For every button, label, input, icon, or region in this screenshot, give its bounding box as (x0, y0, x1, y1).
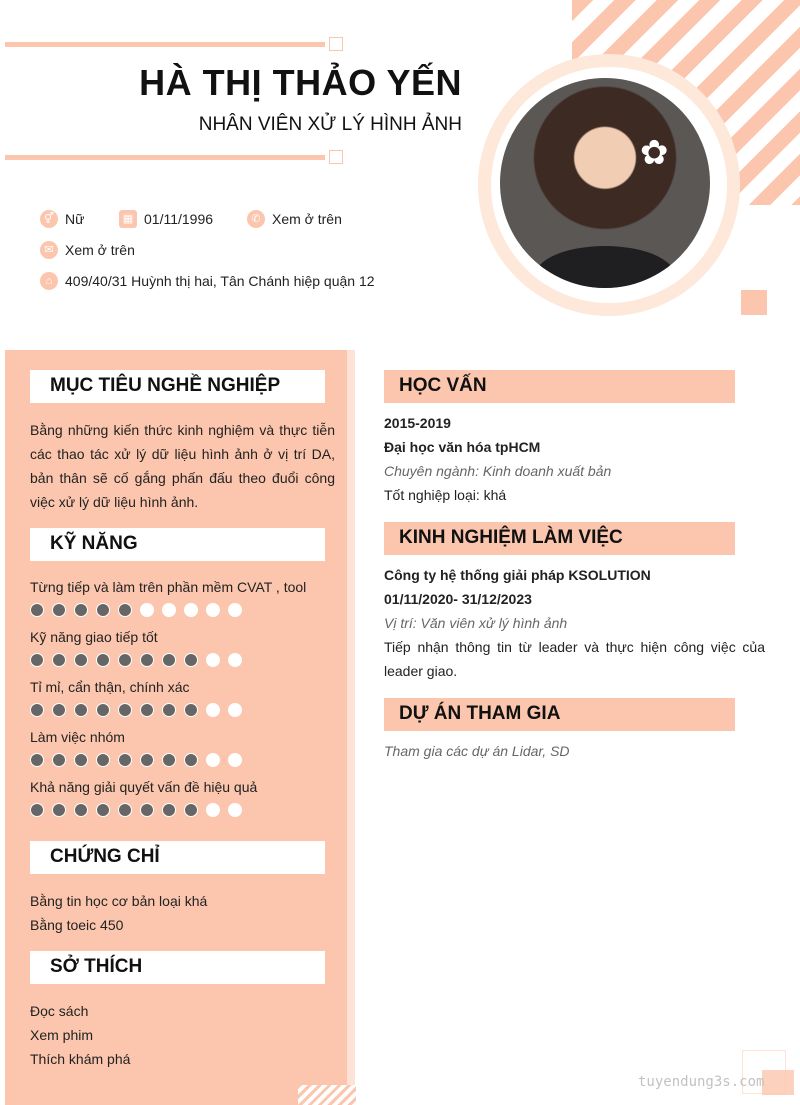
gender-value: Nữ (65, 211, 85, 227)
skills-heading (30, 528, 325, 561)
rating-dot-filled (184, 703, 198, 717)
rating-dot-filled (162, 703, 176, 717)
experience-heading (384, 522, 735, 555)
rating-dot-empty (140, 603, 154, 617)
contact-email (40, 241, 135, 259)
watermark-square (762, 1070, 794, 1095)
watermark: tuyendung3s.com (638, 1074, 765, 1090)
rating-dot-empty (228, 653, 242, 667)
calendar-icon: ▦ (119, 210, 137, 228)
projects-title: DỰ ÁN THAM GIA (399, 703, 561, 724)
rating-dot-filled (162, 753, 176, 767)
experience-position: Vị trí: Văn viên xử lý hình ảnh (384, 615, 568, 631)
education-title: HỌC VẤN (399, 375, 487, 396)
rating-dot-empty (206, 753, 220, 767)
rating-dot-filled (184, 753, 198, 767)
left-column-edge (347, 350, 355, 1090)
rating-dot-filled (74, 703, 88, 717)
list-item: Bằng toeic 450 (30, 917, 124, 933)
birthday-value: 01/11/1996 (144, 211, 214, 227)
certificates-title: CHỨNG CHỈ (50, 846, 160, 867)
objective-heading (30, 370, 325, 403)
rating-dot-filled (52, 603, 66, 617)
rating-dot-filled (140, 703, 154, 717)
skill-rating (30, 753, 242, 767)
email-value: Xem ở trên (65, 242, 135, 258)
rating-dot-empty (206, 803, 220, 817)
objective-title: MỤC TIÊU NGHỀ NGHIỆP (50, 375, 281, 396)
rating-dot-filled (30, 603, 44, 617)
rating-dot-empty (162, 603, 176, 617)
phone-value: Xem ở trên (272, 211, 342, 227)
job-title: NHÂN VIÊN XỬ LÝ HÌNH ẢNH (198, 114, 462, 135)
education-grade: Tốt nghiệp loại: khá (384, 487, 507, 503)
skill-rating (30, 603, 242, 617)
experience-title: KINH NGHIỆM LÀM VIỆC (399, 527, 623, 548)
projects-heading (384, 698, 735, 731)
contact-phone (247, 210, 342, 228)
education-school: Đại học văn hóa tpHCM (384, 439, 541, 455)
skill-label: Từng tiếp và làm trên phần mềm CVAT , tool (30, 579, 307, 595)
rating-dot-filled (184, 653, 198, 667)
rating-dot-filled (74, 653, 88, 667)
contact-address (40, 272, 375, 290)
rating-dot-filled (74, 753, 88, 767)
rating-dot-filled (30, 803, 44, 817)
certificates-heading (30, 841, 325, 874)
rating-dot-filled (118, 803, 132, 817)
contact-gender (40, 210, 84, 228)
rating-dot-empty (228, 703, 242, 717)
rating-dot-empty (228, 803, 242, 817)
gender-icon: ⚥ (40, 210, 58, 228)
rating-dot-filled (118, 703, 132, 717)
skill-label: Kỹ năng giao tiếp tốt (30, 629, 158, 645)
rating-dot-empty (184, 603, 198, 617)
rating-dot-filled (96, 753, 110, 767)
education-major: Chuyên ngành: Kinh doanh xuất bản (384, 463, 612, 479)
skill-rating (30, 803, 242, 817)
skill-rating (30, 703, 242, 717)
skill-label: Làm việc nhóm (30, 729, 125, 745)
rating-dot-filled (184, 803, 198, 817)
rating-dot-filled (162, 803, 176, 817)
hobbies-title: SỞ THÍCH (50, 956, 143, 977)
skill-rating (30, 653, 242, 667)
candidate-name: HÀ THỊ THẢO YẾN (139, 62, 462, 103)
hobbies-list (30, 999, 335, 1071)
rating-dot-filled (74, 803, 88, 817)
rating-dot-empty (206, 703, 220, 717)
projects-text: Tham gia các dự án Lidar, SD (384, 743, 570, 759)
education-period: 2015-2019 (384, 415, 451, 431)
rating-dot-filled (118, 603, 132, 617)
mail-icon: ✉ (40, 241, 58, 259)
rating-dot-filled (30, 753, 44, 767)
decorative-line-cap (329, 37, 343, 51)
certificates-list (30, 889, 335, 937)
rating-dot-filled (96, 703, 110, 717)
experience-description: Tiếp nhận thông tin từ leader và thực hiện công việc của leader giao. (384, 639, 765, 679)
photo-shirt (535, 246, 675, 288)
contact-birthday (119, 210, 213, 228)
rating-dot-filled (118, 753, 132, 767)
left-column (5, 350, 347, 1105)
experience-period: 01/11/2020- 31/12/2023 (384, 591, 532, 607)
skills-title: KỸ NĂNG (50, 533, 138, 554)
list-item: Thích khám phá (30, 1051, 131, 1067)
rating-dot-empty (228, 753, 242, 767)
rating-dot-filled (140, 753, 154, 767)
experience-company: Công ty hệ thống giải pháp KSOLUTION (384, 567, 651, 583)
rating-dot-filled (52, 753, 66, 767)
list-item: Xem phim (30, 1027, 94, 1043)
skill-label: Tỉ mỉ, cẩn thận, chính xác (30, 679, 190, 695)
hobbies-heading (30, 951, 325, 984)
address-value: 409/40/31 Huỳnh thị hai, Tân Chánh hiệp quận 12 (65, 273, 375, 289)
decorative-hatch (298, 1085, 356, 1105)
objective-text: Bằng những kiến thức kinh nghiệm và thực tiễn các thao tác xử lý dữ liệu hình ảnh ở vị trí DA, bản thân sẽ cố gắng phấn đấu theo đuổi công việc xử lý dữ liệu hình ảnh. (30, 422, 335, 510)
rating-dot-filled (30, 653, 44, 667)
rating-dot-empty (206, 603, 220, 617)
phone-icon: ✆ (247, 210, 265, 228)
rating-dot-empty (206, 653, 220, 667)
rating-dot-filled (140, 803, 154, 817)
rating-dot-filled (52, 703, 66, 717)
list-item: Bằng tin học cơ bản loại khá (30, 893, 208, 909)
rating-dot-filled (52, 803, 66, 817)
education-heading (384, 370, 735, 403)
rating-dot-filled (74, 603, 88, 617)
decorative-line-bottom (5, 155, 325, 160)
flower-icon: ✿ (640, 134, 669, 172)
rating-dot-filled (52, 653, 66, 667)
decorative-square (741, 290, 767, 315)
decorative-line-top (5, 42, 325, 47)
rating-dot-filled (96, 603, 110, 617)
decorative-line-cap (329, 150, 343, 164)
rating-dot-filled (162, 653, 176, 667)
profile-photo (500, 78, 710, 288)
rating-dot-filled (118, 653, 132, 667)
rating-dot-filled (140, 653, 154, 667)
rating-dot-empty (228, 603, 242, 617)
rating-dot-filled (96, 653, 110, 667)
rating-dot-filled (30, 703, 44, 717)
list-item: Đọc sách (30, 1003, 89, 1019)
skill-label: Khả năng giải quyết vấn đề hiệu quả (30, 779, 258, 795)
home-icon: ⌂ (40, 272, 58, 290)
rating-dot-filled (96, 803, 110, 817)
